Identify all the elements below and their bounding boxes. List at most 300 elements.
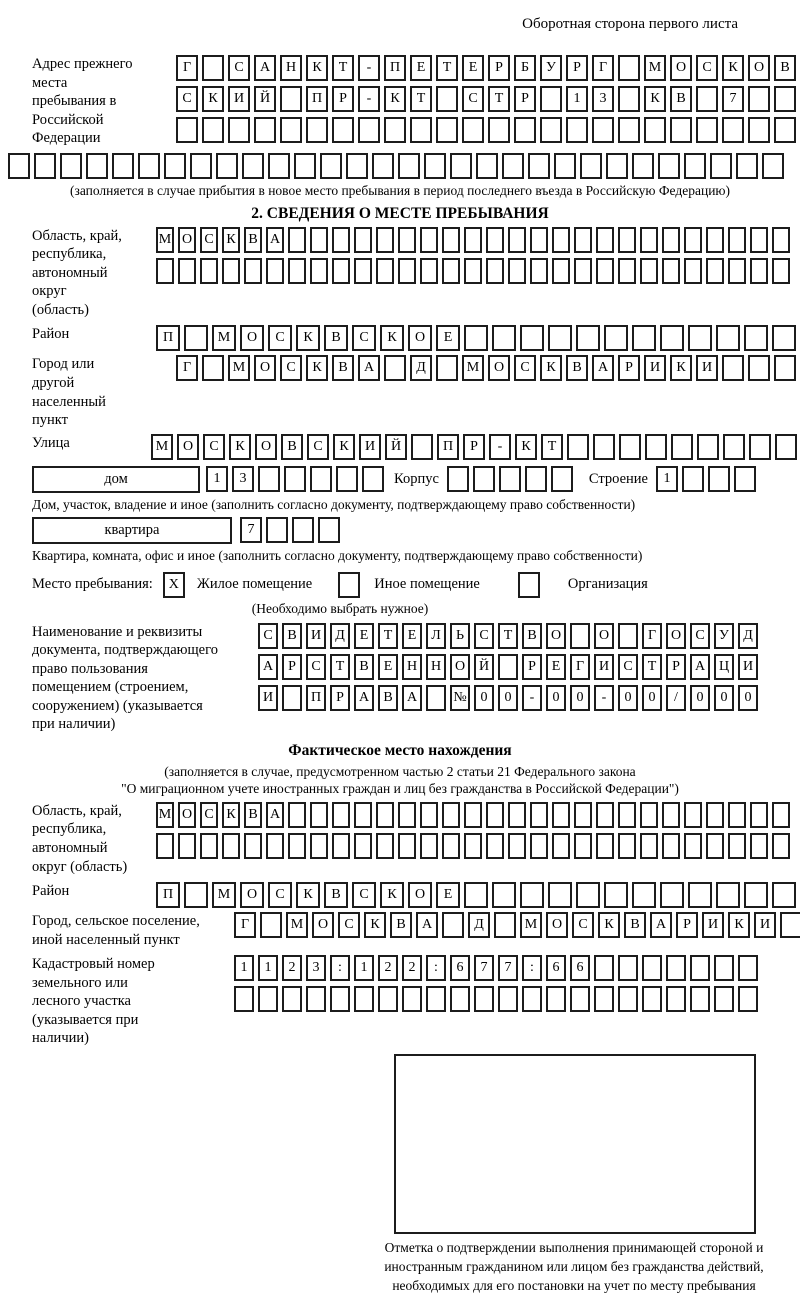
char-cell[interactable]: Е — [378, 654, 398, 680]
char-cell[interactable] — [714, 955, 734, 981]
char-cell[interactable]: И — [754, 912, 776, 938]
char-cell[interactable]: 0 — [690, 685, 710, 711]
char-cell[interactable] — [288, 802, 306, 828]
char-cell[interactable] — [706, 227, 724, 253]
char-cell[interactable]: 3 — [232, 466, 254, 492]
char-cell[interactable] — [749, 434, 771, 460]
char-cell[interactable] — [514, 117, 536, 143]
char-cell[interactable]: 7 — [722, 86, 744, 112]
char-cell[interactable]: И — [359, 434, 381, 460]
char-cell[interactable]: В — [522, 623, 542, 649]
char-cell[interactable] — [551, 466, 573, 492]
char-cell[interactable] — [525, 466, 547, 492]
char-cell[interactable]: С — [228, 55, 250, 81]
char-cell[interactable] — [594, 986, 614, 1012]
char-cell[interactable]: С — [307, 434, 329, 460]
char-cell[interactable] — [618, 227, 636, 253]
char-cell[interactable]: А — [266, 802, 284, 828]
char-cell[interactable] — [728, 802, 746, 828]
char-cell[interactable]: 0 — [546, 685, 566, 711]
char-cell[interactable]: Е — [354, 623, 374, 649]
char-cell[interactable] — [288, 258, 306, 284]
char-cell[interactable] — [552, 802, 570, 828]
char-cell[interactable] — [354, 258, 372, 284]
char-cell[interactable] — [618, 55, 640, 81]
char-cell[interactable] — [596, 258, 614, 284]
char-cell[interactable]: В — [774, 55, 796, 81]
char-cell[interactable]: А — [354, 685, 374, 711]
char-cell[interactable] — [462, 117, 484, 143]
char-cell[interactable] — [310, 227, 328, 253]
char-cell[interactable] — [738, 986, 758, 1012]
char-cell[interactable] — [508, 833, 526, 859]
char-cell[interactable]: Д — [410, 355, 432, 381]
char-cell[interactable] — [522, 986, 542, 1012]
char-cell[interactable] — [684, 153, 706, 179]
char-cell[interactable] — [372, 153, 394, 179]
char-cell[interactable] — [332, 227, 350, 253]
char-cell[interactable]: В — [324, 882, 348, 908]
char-cell[interactable]: В — [281, 434, 303, 460]
char-cell[interactable] — [442, 227, 460, 253]
char-cell[interactable]: Т — [541, 434, 563, 460]
char-cell[interactable]: А — [592, 355, 614, 381]
char-cell[interactable] — [697, 434, 719, 460]
char-cell[interactable] — [376, 802, 394, 828]
char-cell[interactable]: Й — [385, 434, 407, 460]
char-cell[interactable] — [780, 912, 800, 938]
char-cell[interactable]: А — [416, 912, 438, 938]
char-cell[interactable] — [486, 833, 504, 859]
char-cell[interactable] — [420, 227, 438, 253]
char-cell[interactable] — [696, 86, 718, 112]
char-cell[interactable] — [310, 833, 328, 859]
char-cell[interactable]: Т — [410, 86, 432, 112]
char-cell[interactable] — [306, 986, 326, 1012]
char-cell[interactable]: / — [666, 685, 686, 711]
char-cell[interactable]: Г — [642, 623, 662, 649]
char-cell[interactable] — [748, 117, 770, 143]
char-cell[interactable]: Н — [426, 654, 446, 680]
char-cell[interactable]: С — [474, 623, 494, 649]
char-cell[interactable]: О — [178, 227, 196, 253]
char-cell[interactable]: К — [670, 355, 692, 381]
char-cell[interactable]: А — [254, 55, 276, 81]
char-cell[interactable] — [354, 986, 374, 1012]
char-cell[interactable]: А — [266, 227, 284, 253]
char-cell[interactable]: 7 — [240, 517, 262, 543]
char-cell[interactable]: С — [690, 623, 710, 649]
char-cell[interactable] — [332, 258, 350, 284]
char-cell[interactable] — [436, 355, 458, 381]
char-cell[interactable]: С — [268, 882, 292, 908]
char-cell[interactable]: Г — [176, 355, 198, 381]
char-cell[interactable] — [710, 153, 732, 179]
char-cell[interactable]: С — [306, 654, 326, 680]
char-cell[interactable]: 0 — [618, 685, 638, 711]
char-cell[interactable]: Р — [332, 86, 354, 112]
char-cell[interactable] — [244, 258, 262, 284]
char-cell[interactable] — [540, 86, 562, 112]
char-cell[interactable] — [530, 258, 548, 284]
char-cell[interactable] — [570, 986, 590, 1012]
char-cell[interactable] — [476, 153, 498, 179]
char-cell[interactable]: П — [306, 685, 326, 711]
char-cell[interactable]: Р — [566, 55, 588, 81]
char-cell[interactable] — [260, 912, 282, 938]
char-cell[interactable] — [330, 986, 350, 1012]
char-cell[interactable] — [552, 258, 570, 284]
char-cell[interactable]: К — [728, 912, 750, 938]
char-cell[interactable] — [640, 227, 658, 253]
char-cell[interactable] — [706, 802, 724, 828]
char-cell[interactable] — [486, 227, 504, 253]
char-cell[interactable]: 0 — [498, 685, 518, 711]
char-cell[interactable] — [554, 153, 576, 179]
char-cell[interactable]: 3 — [306, 955, 326, 981]
char-cell[interactable] — [750, 227, 768, 253]
char-cell[interactable]: Т — [642, 654, 662, 680]
char-cell[interactable] — [376, 258, 394, 284]
char-cell[interactable] — [570, 623, 590, 649]
char-cell[interactable] — [288, 833, 306, 859]
char-cell[interactable] — [498, 654, 518, 680]
char-cell[interactable]: М — [151, 434, 173, 460]
char-cell[interactable] — [618, 623, 638, 649]
char-cell[interactable] — [266, 833, 284, 859]
char-cell[interactable] — [473, 466, 495, 492]
char-cell[interactable]: В — [390, 912, 412, 938]
char-cell[interactable] — [645, 434, 667, 460]
char-cell[interactable] — [268, 153, 290, 179]
char-cell[interactable] — [384, 355, 406, 381]
char-cell[interactable] — [632, 882, 656, 908]
char-cell[interactable] — [736, 153, 758, 179]
char-cell[interactable]: С — [200, 802, 218, 828]
char-cell[interactable] — [464, 325, 488, 351]
char-cell[interactable] — [310, 258, 328, 284]
char-cell[interactable] — [618, 955, 638, 981]
char-cell[interactable]: Р — [330, 685, 350, 711]
char-cell[interactable] — [738, 955, 758, 981]
char-cell[interactable] — [775, 434, 797, 460]
char-cell[interactable] — [164, 153, 186, 179]
char-cell[interactable]: С — [352, 882, 376, 908]
char-cell[interactable]: О — [450, 654, 470, 680]
char-cell[interactable] — [684, 258, 702, 284]
char-cell[interactable]: К — [333, 434, 355, 460]
char-cell[interactable] — [266, 517, 288, 543]
char-cell[interactable]: 6 — [450, 955, 470, 981]
char-cell[interactable]: - — [594, 685, 614, 711]
char-cell[interactable]: 1 — [234, 955, 254, 981]
char-cell[interactable] — [592, 117, 614, 143]
char-cell[interactable] — [398, 802, 416, 828]
char-cell[interactable]: - — [358, 55, 380, 81]
char-cell[interactable]: Л — [426, 623, 446, 649]
char-cell[interactable] — [320, 153, 342, 179]
char-cell[interactable]: О — [240, 325, 264, 351]
char-cell[interactable]: Р — [666, 654, 686, 680]
char-cell[interactable] — [508, 258, 526, 284]
char-cell[interactable] — [450, 153, 472, 179]
char-cell[interactable]: М — [212, 325, 236, 351]
char-cell[interactable] — [662, 833, 680, 859]
char-cell[interactable] — [494, 912, 516, 938]
char-cell[interactable] — [502, 153, 524, 179]
char-cell[interactable] — [346, 153, 368, 179]
char-cell[interactable] — [486, 802, 504, 828]
char-cell[interactable] — [540, 117, 562, 143]
char-cell[interactable] — [632, 153, 654, 179]
char-cell[interactable] — [282, 685, 302, 711]
char-cell[interactable]: Г — [234, 912, 256, 938]
char-cell[interactable] — [716, 882, 740, 908]
char-cell[interactable] — [748, 86, 770, 112]
char-cell[interactable]: И — [228, 86, 250, 112]
char-cell[interactable]: С — [176, 86, 198, 112]
char-cell[interactable]: В — [324, 325, 348, 351]
char-cell[interactable] — [606, 153, 628, 179]
char-cell[interactable] — [376, 227, 394, 253]
char-cell[interactable]: Г — [592, 55, 614, 81]
char-cell[interactable] — [684, 227, 702, 253]
char-cell[interactable] — [498, 986, 518, 1012]
char-cell[interactable] — [580, 153, 602, 179]
char-cell[interactable] — [292, 517, 314, 543]
checkbox-other-premises[interactable] — [338, 572, 360, 598]
char-cell[interactable] — [750, 802, 768, 828]
char-cell[interactable]: И — [258, 685, 278, 711]
char-cell[interactable] — [8, 153, 30, 179]
char-cell[interactable] — [728, 227, 746, 253]
char-cell[interactable] — [284, 466, 306, 492]
char-cell[interactable]: Н — [402, 654, 422, 680]
char-cell[interactable] — [34, 153, 56, 179]
char-cell[interactable] — [618, 986, 638, 1012]
char-cell[interactable] — [604, 325, 628, 351]
char-cell[interactable]: О — [408, 325, 432, 351]
char-cell[interactable]: 0 — [474, 685, 494, 711]
char-cell[interactable]: К — [644, 86, 666, 112]
char-cell[interactable] — [774, 86, 796, 112]
char-cell[interactable] — [178, 258, 196, 284]
char-cell[interactable]: Ц — [714, 654, 734, 680]
char-cell[interactable]: К — [384, 86, 406, 112]
char-cell[interactable] — [530, 227, 548, 253]
char-cell[interactable]: О — [666, 623, 686, 649]
char-cell[interactable] — [508, 227, 526, 253]
char-cell[interactable]: 1 — [566, 86, 588, 112]
char-cell[interactable]: К — [222, 802, 240, 828]
char-cell[interactable]: Е — [436, 325, 460, 351]
char-cell[interactable] — [596, 833, 614, 859]
char-cell[interactable]: Р — [282, 654, 302, 680]
char-cell[interactable] — [60, 153, 82, 179]
char-cell[interactable]: С — [514, 355, 536, 381]
char-cell[interactable] — [258, 986, 278, 1012]
char-cell[interactable]: 2 — [378, 955, 398, 981]
char-cell[interactable] — [671, 434, 693, 460]
char-cell[interactable]: 2 — [282, 955, 302, 981]
char-cell[interactable] — [464, 882, 488, 908]
char-cell[interactable]: 6 — [570, 955, 590, 981]
char-cell[interactable]: М — [212, 882, 236, 908]
char-cell[interactable]: С — [338, 912, 360, 938]
char-cell[interactable] — [442, 802, 460, 828]
char-cell[interactable]: К — [296, 325, 320, 351]
char-cell[interactable]: И — [306, 623, 326, 649]
char-cell[interactable]: В — [354, 654, 374, 680]
char-cell[interactable]: П — [156, 882, 180, 908]
char-cell[interactable]: М — [286, 912, 308, 938]
char-cell[interactable] — [336, 466, 358, 492]
char-cell[interactable] — [242, 153, 264, 179]
char-cell[interactable]: К — [380, 325, 404, 351]
char-cell[interactable] — [234, 986, 254, 1012]
char-cell[interactable] — [772, 227, 790, 253]
char-cell[interactable]: М — [156, 802, 174, 828]
char-cell[interactable] — [682, 466, 704, 492]
char-cell[interactable] — [596, 802, 614, 828]
char-cell[interactable] — [644, 117, 666, 143]
char-cell[interactable] — [744, 325, 768, 351]
char-cell[interactable] — [618, 802, 636, 828]
char-cell[interactable] — [618, 86, 640, 112]
char-cell[interactable] — [244, 833, 262, 859]
char-cell[interactable] — [748, 355, 770, 381]
char-cell[interactable]: О — [240, 882, 264, 908]
char-cell[interactable] — [618, 833, 636, 859]
char-cell[interactable]: В — [282, 623, 302, 649]
char-cell[interactable] — [546, 986, 566, 1012]
char-cell[interactable]: 7 — [498, 955, 518, 981]
char-cell[interactable] — [398, 258, 416, 284]
char-cell[interactable] — [280, 117, 302, 143]
char-cell[interactable]: Т — [330, 654, 350, 680]
char-cell[interactable]: К — [364, 912, 386, 938]
char-cell[interactable]: 0 — [642, 685, 662, 711]
char-cell[interactable] — [376, 833, 394, 859]
char-cell[interactable] — [772, 833, 790, 859]
char-cell[interactable]: Б — [514, 55, 536, 81]
char-cell[interactable] — [566, 117, 588, 143]
char-cell[interactable] — [176, 117, 198, 143]
char-cell[interactable]: : — [330, 955, 350, 981]
char-cell[interactable]: П — [306, 86, 328, 112]
char-cell[interactable] — [310, 802, 328, 828]
char-cell[interactable]: Е — [462, 55, 484, 81]
char-cell[interactable]: Т — [436, 55, 458, 81]
char-cell[interactable] — [464, 227, 482, 253]
char-cell[interactable]: И — [644, 355, 666, 381]
char-cell[interactable]: П — [384, 55, 406, 81]
char-cell[interactable]: 0 — [738, 685, 758, 711]
char-cell[interactable]: М — [462, 355, 484, 381]
char-cell[interactable] — [722, 117, 744, 143]
char-cell[interactable]: А — [690, 654, 710, 680]
char-cell[interactable]: К — [598, 912, 620, 938]
char-cell[interactable] — [520, 882, 544, 908]
char-cell[interactable] — [772, 882, 796, 908]
char-cell[interactable]: Й — [474, 654, 494, 680]
char-cell[interactable] — [744, 882, 768, 908]
char-cell[interactable] — [488, 117, 510, 143]
char-cell[interactable]: К — [202, 86, 224, 112]
char-cell[interactable] — [684, 802, 702, 828]
char-cell[interactable]: С — [352, 325, 376, 351]
char-cell[interactable]: Г — [176, 55, 198, 81]
char-cell[interactable]: У — [714, 623, 734, 649]
char-cell[interactable] — [464, 802, 482, 828]
char-cell[interactable]: В — [244, 802, 262, 828]
char-cell[interactable]: 1 — [354, 955, 374, 981]
char-cell[interactable] — [464, 258, 482, 284]
char-cell[interactable] — [318, 517, 340, 543]
char-cell[interactable]: И — [702, 912, 724, 938]
char-cell[interactable] — [354, 802, 372, 828]
char-cell[interactable]: В — [332, 355, 354, 381]
char-cell[interactable] — [530, 833, 548, 859]
char-cell[interactable]: 1 — [206, 466, 228, 492]
char-cell[interactable]: Р — [522, 654, 542, 680]
char-cell[interactable] — [354, 227, 372, 253]
char-cell[interactable]: О — [748, 55, 770, 81]
char-cell[interactable]: И — [594, 654, 614, 680]
char-cell[interactable] — [520, 325, 544, 351]
char-cell[interactable] — [750, 833, 768, 859]
char-cell[interactable]: С — [203, 434, 225, 460]
char-cell[interactable] — [86, 153, 108, 179]
char-cell[interactable]: О — [488, 355, 510, 381]
char-cell[interactable]: К — [515, 434, 537, 460]
char-cell[interactable] — [184, 325, 208, 351]
char-cell[interactable]: : — [426, 955, 446, 981]
char-cell[interactable] — [567, 434, 589, 460]
char-cell[interactable] — [728, 833, 746, 859]
char-cell[interactable] — [178, 833, 196, 859]
char-cell[interactable] — [688, 325, 712, 351]
char-cell[interactable] — [750, 258, 768, 284]
char-cell[interactable] — [420, 802, 438, 828]
char-cell[interactable]: Р — [618, 355, 640, 381]
char-cell[interactable]: А — [358, 355, 380, 381]
char-cell[interactable] — [354, 833, 372, 859]
char-cell[interactable] — [640, 802, 658, 828]
char-cell[interactable] — [280, 86, 302, 112]
char-cell[interactable] — [138, 153, 160, 179]
char-cell[interactable] — [548, 882, 572, 908]
char-cell[interactable]: Е — [402, 623, 422, 649]
char-cell[interactable]: М — [644, 55, 666, 81]
char-cell[interactable] — [266, 258, 284, 284]
char-cell[interactable] — [642, 986, 662, 1012]
char-cell[interactable] — [384, 117, 406, 143]
char-cell[interactable]: О — [254, 355, 276, 381]
char-cell[interactable] — [202, 117, 224, 143]
char-cell[interactable] — [254, 117, 276, 143]
char-cell[interactable] — [640, 833, 658, 859]
char-cell[interactable] — [552, 833, 570, 859]
char-cell[interactable] — [228, 117, 250, 143]
char-cell[interactable]: Т — [498, 623, 518, 649]
char-cell[interactable]: К — [306, 55, 328, 81]
char-cell[interactable]: Т — [378, 623, 398, 649]
char-cell[interactable]: 2 — [402, 955, 422, 981]
char-cell[interactable]: - — [489, 434, 511, 460]
char-cell[interactable]: 0 — [570, 685, 590, 711]
char-cell[interactable]: К — [540, 355, 562, 381]
